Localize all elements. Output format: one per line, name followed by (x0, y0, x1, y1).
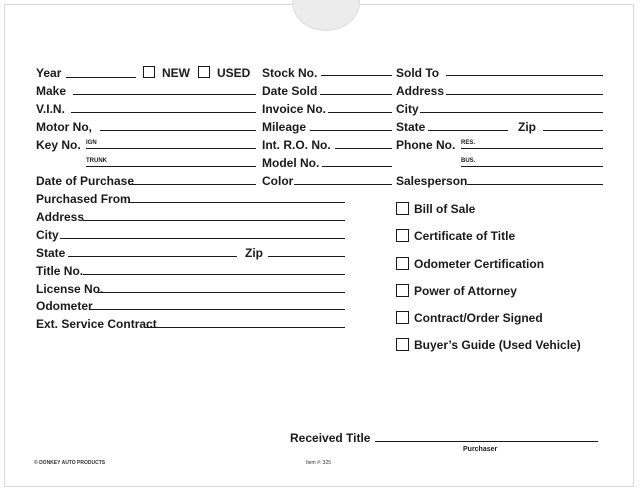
purchased-zip-field[interactable] (268, 256, 345, 257)
sold-to-zip-field[interactable] (543, 130, 603, 131)
salesperson-field[interactable] (467, 184, 603, 185)
received-title-label: Received Title (290, 431, 371, 445)
color-label: Color (262, 174, 294, 188)
sold-to-city-label: City (396, 102, 419, 116)
new-label: NEW (162, 66, 190, 80)
buyers-guide-label: Buyer’s Guide (Used Vehicle) (414, 338, 581, 352)
model-no-label: Model No. (262, 156, 320, 170)
bill-of-sale-label: Bill of Sale (414, 202, 476, 216)
certificate-of-title-checkbox[interactable] (396, 229, 409, 242)
date-sold-field[interactable] (320, 94, 392, 95)
stock-no-label: Stock No. (262, 66, 318, 80)
trunk-key-field[interactable] (86, 166, 256, 167)
odometer-label: Odometer (36, 299, 93, 313)
model-no-field[interactable] (322, 166, 392, 167)
color-field[interactable] (294, 184, 392, 185)
sold-to-zip-label: Zip (518, 120, 536, 134)
buyers-guide-checkbox[interactable] (396, 338, 409, 351)
purchased-city-field[interactable] (60, 238, 345, 239)
contract-order-signed-label: Contract/Order Signed (414, 311, 543, 325)
received-title-signature-line[interactable] (375, 441, 598, 442)
odometer-field[interactable] (89, 309, 345, 310)
mileage-label: Mileage (262, 120, 307, 134)
date-of-purchase-field[interactable] (129, 184, 256, 185)
license-no-field[interactable] (98, 292, 345, 293)
item-number: Item #: 325 (306, 460, 332, 466)
sold-to-address-field[interactable] (446, 94, 603, 95)
year-field[interactable] (66, 77, 136, 78)
power-of-attorney-checkbox[interactable] (396, 284, 409, 297)
sold-to-city-field[interactable] (420, 112, 603, 113)
new-checkbox[interactable] (143, 66, 155, 78)
res-label: RES. (461, 140, 476, 146)
bus-phone-field[interactable] (461, 166, 603, 167)
sold-to-address-label: Address (396, 84, 445, 98)
phone-no-label: Phone No. (396, 138, 456, 152)
brand-logo-text: © DONKEY AUTO PRODUCTS (34, 460, 106, 466)
power-of-attorney-label: Power of Attorney (414, 284, 517, 298)
vin-field[interactable] (71, 112, 256, 113)
purchaser-label: Purchaser (463, 446, 498, 453)
sold-to-state-field[interactable] (428, 130, 508, 131)
sold-to-state-label: State (396, 120, 426, 134)
license-no-label: License No. (36, 282, 104, 296)
salesperson-label: Salesperson (396, 174, 468, 188)
make-label: Make (36, 84, 67, 98)
invoice-no-label: Invoice No. (262, 102, 327, 116)
ign-label: IGN (86, 140, 97, 146)
key-no-label: Key No. (36, 138, 81, 152)
motor-no-field[interactable] (100, 130, 256, 131)
mileage-field[interactable] (310, 130, 392, 131)
odometer-certification-label: Odometer Certification (414, 257, 545, 271)
make-field[interactable] (73, 94, 256, 95)
purchased-address-label: Address (36, 210, 85, 224)
contract-order-signed-checkbox[interactable] (396, 311, 409, 324)
purchased-city-label: City (36, 228, 59, 242)
date-of-purchase-label: Date of Purchase (36, 174, 135, 188)
int-ro-no-field[interactable] (335, 148, 392, 149)
trunk-label: TRUNK (86, 158, 107, 164)
ign-key-field[interactable] (86, 148, 256, 149)
purchased-state-field[interactable] (68, 256, 237, 257)
purchased-from-label: Purchased From (36, 192, 131, 206)
date-sold-label: Date Sold (262, 84, 318, 98)
sold-to-field[interactable] (446, 75, 603, 76)
purchased-address-field[interactable] (83, 220, 345, 221)
year-label: Year (36, 66, 62, 80)
sold-to-label: Sold To (396, 66, 440, 80)
bus-label: BUS. (461, 158, 476, 164)
motor-no-label: Motor No, (36, 120, 92, 134)
res-phone-field[interactable] (461, 148, 603, 149)
purchased-from-field[interactable] (128, 202, 345, 203)
ext-service-contract-field[interactable] (146, 327, 345, 328)
purchased-state-label: State (36, 246, 66, 260)
title-no-label: Title No. (36, 264, 84, 278)
title-no-field[interactable] (83, 274, 345, 275)
invoice-no-field[interactable] (328, 112, 392, 113)
vin-label: V.I.N. (36, 102, 65, 116)
odometer-certification-checkbox[interactable] (396, 257, 409, 270)
purchased-zip-label: Zip (245, 246, 263, 260)
stock-no-field[interactable] (321, 75, 392, 76)
ext-service-contract-label: Ext. Service Contract (36, 317, 157, 331)
certificate-of-title-label: Certificate of Title (414, 229, 516, 243)
used-checkbox[interactable] (198, 66, 210, 78)
bill-of-sale-checkbox[interactable] (396, 202, 409, 215)
used-label: USED (217, 66, 251, 80)
thumb-notch (292, 0, 360, 31)
int-ro-no-label: Int. R.O. No. (262, 138, 331, 152)
